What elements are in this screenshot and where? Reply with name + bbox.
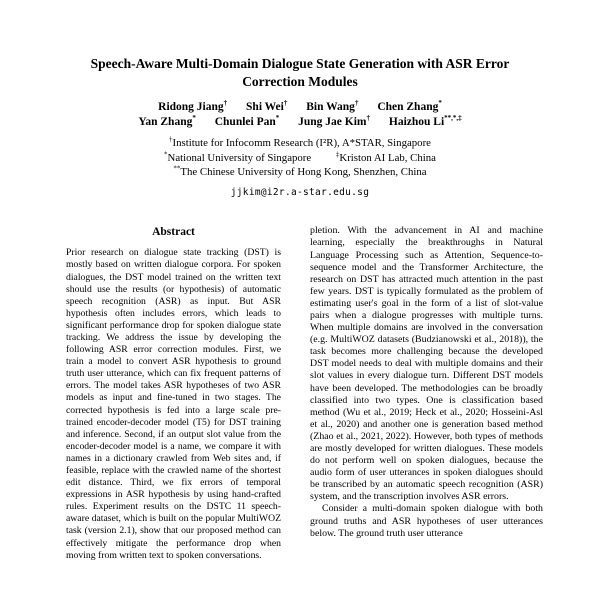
author <box>298 115 370 131</box>
affiliation-block <box>0 136 600 181</box>
left-column <box>57 225 290 561</box>
author-affiliation-marker: * <box>275 114 280 123</box>
author-name: Bin Wang <box>306 100 355 113</box>
affiliation-text: Kriston AI Lab, China <box>339 151 436 164</box>
right-column <box>310 225 543 561</box>
author-affiliation-marker: † <box>354 98 359 107</box>
author-affiliation-marker: † <box>366 114 371 123</box>
author-name: Chunlei Pan <box>214 116 276 129</box>
author-affiliation-marker: † <box>223 98 228 107</box>
author <box>306 100 358 116</box>
author-affiliation-marker: † <box>283 98 288 107</box>
author-name: Haizhou Li <box>388 116 445 129</box>
author <box>138 115 196 131</box>
affiliation-marker: * <box>164 149 168 158</box>
author <box>389 115 462 131</box>
intro-paragraph-2: Consider a multi-domain spoken dialogue with both ground truths and ASR hypotheses of user utterances below. The ground truth user utterance <box>310 503 543 539</box>
paper-title: Speech-Aware Multi-Domain Dialogue State Generation with ASR Error Correction Modules <box>90 56 510 89</box>
affiliation-marker: ‡ <box>335 149 340 158</box>
abstract-heading: Abstract <box>152 226 195 239</box>
affiliation-line <box>0 136 600 151</box>
affiliation-marker: ** <box>173 164 181 173</box>
affiliation-marker: † <box>169 135 173 144</box>
affiliation <box>164 149 312 164</box>
author-block <box>0 100 600 131</box>
author-name: Yan Zhang <box>138 116 193 129</box>
intro-paragraph-continuation: pletion. With the advancement in AI and machine learning, especially the breakthroughs in Natural Language Processing such as Attention, Sequence-to-sequence model and the Transformer Architecture, the research on DST has attracted much attention in the past few years. DST is typically formulated as the problem of estimating user's goal in the form of a list of slot-value pairs when a dialogue progresses with multiple turns. When multiple domains are involved in the conversation (e.g. MultiWOZ datasets (Budzianowski et al., 2018)), the task becomes more challenging because the developed DST model needs to deal with multiple domains and their slot values in every dialogue turn. Different DST models have been developed. The methodologies can be broadly classified into two types. One is classification based method (Wu et al., 2019; Heck et al., 2020; Hosseini-Asl et al., 2020) and another one is generation based method (Zhao et al., 2021, 2022). However, both types of methods are mostly developed for written dialogues. These models do not perform well on spoken dialogues, because the audio form of user utterances in spoken dialogues should be transcribed by an automatic speech recognition (ASR) system, and the transcription involves ASR errors. <box>310 225 543 503</box>
author-name: Chen Zhang <box>377 100 439 113</box>
two-column-body <box>0 225 600 561</box>
author-name: Jung Jae Kim <box>298 116 367 129</box>
affiliation-text: The Chinese University of Hong Kong, Shenzhen, China <box>180 166 427 179</box>
affiliation <box>173 166 426 178</box>
author-name: Shi Wei <box>246 100 284 113</box>
affiliation-line <box>0 151 600 166</box>
author-affiliation-marker: * <box>192 114 196 123</box>
affiliation-text: Institute for Infocomm Research (I²R), A*STAR, Singapore <box>172 136 431 149</box>
affiliation <box>335 149 436 164</box>
author <box>158 100 227 116</box>
author-affiliation-marker: * <box>438 98 442 107</box>
author <box>246 100 287 116</box>
affiliation <box>169 137 431 149</box>
author <box>377 100 442 116</box>
author-name: Ridong Jiang <box>158 100 224 113</box>
author <box>215 115 280 131</box>
author-affiliation-marker: **,*,‡ <box>444 114 462 123</box>
author-line-1 <box>0 100 600 116</box>
author-line-2 <box>0 115 600 131</box>
abstract-body: Prior research on dialogue state tracking (DST) is mostly based on written dialogue corpora. For spoken dialogues, the DST model trained on the written text should use the results (or hypothesis) of automatic speech recognition (ASR) as input. But ASR hypothesis often includes errors, which leads to significant performance drop for spoken dialogue state tracking. We address the issue by developing the following ASR error correction modules. First, we train a model to convert ASR hypothesis to ground truth user utterance, which can fix frequent patterns of errors. The model takes ASR hypotheses of two ASR models as input and fine-tuned in two stages. The corrected hypothesis is fed into a large scale pre-trained encoder-decoder model (T5) for DST training and inference. Second, if an output slot value from the encoder-decoder model is a name, we compare it with names in a dictionary crawled from Web sites and, if feasible, replace with the crawled name of the shortest edit distance. Third, we fix errors of temporal expressions in ASR hypothesis by using hand-crafted rules. Experiment results on the DSTC 11 speech-aware dataset, which is built on the popular MultiWOZ task (version 2.1), show that our proposed method can effectively mitigate the performance drop when moving from written text to spoken conversations. <box>66 247 281 561</box>
affiliation-text: National University of Singapore <box>167 151 312 164</box>
contact-email: jjkim@i2r.a-star.edu.sg <box>230 187 370 199</box>
affiliation-line <box>0 165 600 180</box>
